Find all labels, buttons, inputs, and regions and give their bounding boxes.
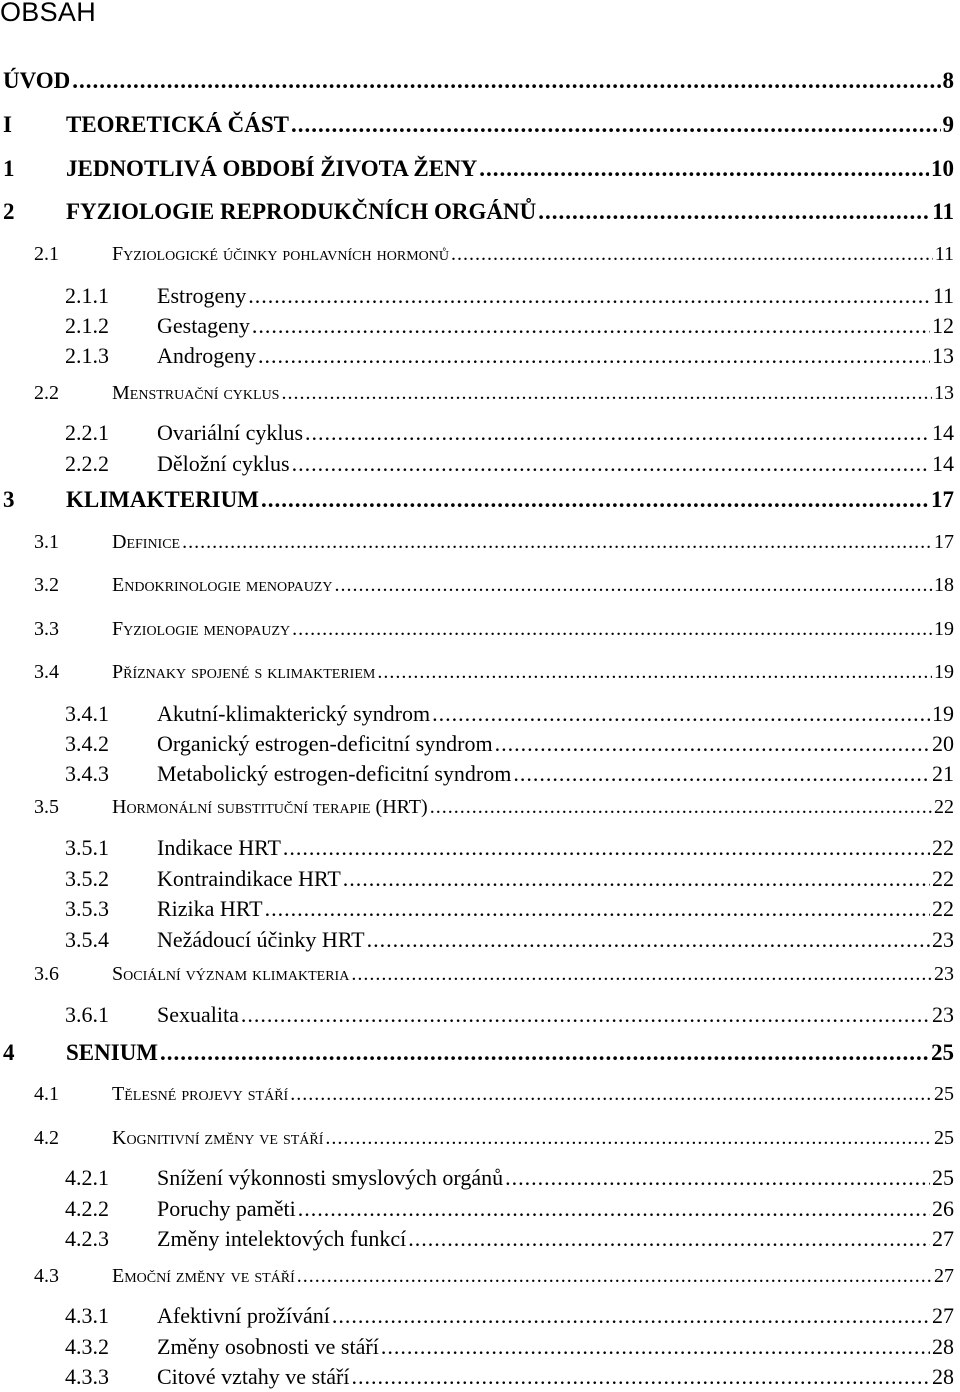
dot-leader <box>241 1002 930 1028</box>
toc-entry-page: 14 <box>932 451 954 476</box>
dot-leader <box>265 896 930 922</box>
toc-entry-page: 28 <box>932 1334 954 1359</box>
toc-entry-number: 2.1.3 <box>65 343 109 368</box>
toc-entry-title: Organický estrogen-deficitní syndrom <box>157 731 493 756</box>
toc-entry-number: 3.5.1 <box>65 835 109 860</box>
toc-entry[interactable] <box>65 896 954 924</box>
toc-entry[interactable] <box>65 1002 954 1030</box>
toc-entry-number: 4 <box>3 1040 15 1065</box>
toc-entry-title: Estrogeny <box>157 283 247 308</box>
dot-leader <box>72 68 940 94</box>
dot-leader <box>292 618 932 641</box>
dot-leader <box>252 313 930 339</box>
toc-entry[interactable] <box>65 313 954 341</box>
toc-entry-page: 17 <box>934 531 954 553</box>
toc-entry-number: 4.3.2 <box>65 1334 109 1359</box>
dot-leader <box>381 1334 930 1360</box>
toc-entry-title: Změny osobnosti ve stáří <box>157 1334 379 1359</box>
dot-leader <box>160 1040 929 1066</box>
toc-entry[interactable] <box>65 1334 954 1362</box>
toc-entry-page: 11 <box>932 283 954 308</box>
toc-entry-number: 2.1.2 <box>65 313 109 338</box>
toc-entry-page: 21 <box>932 761 954 786</box>
toc-entry-number: 3.6.1 <box>65 1002 109 1027</box>
toc-entry-page: 11 <box>932 199 954 224</box>
toc-entry-number: 2 <box>3 199 15 224</box>
toc-entry-title: Změny intelektových funkcí <box>157 1226 407 1251</box>
toc-entry-page: 25 <box>934 1127 954 1149</box>
toc-entry[interactable] <box>65 1165 954 1193</box>
toc-entry-page: 23 <box>934 963 954 985</box>
toc-entry-number: 4.2.1 <box>65 1165 109 1190</box>
toc-entry[interactable] <box>3 112 954 142</box>
dot-leader <box>479 156 929 182</box>
toc-entry-number: 3 <box>3 487 15 512</box>
toc-entry-title: Kognitivní změny ve stáří <box>112 1127 324 1149</box>
toc-entry-page: 27 <box>934 1265 954 1287</box>
toc-entry-page: 22 <box>932 896 954 921</box>
dot-leader <box>248 283 931 309</box>
toc-entry-page: 26 <box>932 1196 954 1221</box>
toc-entry-title: Afektivní prožívání <box>157 1303 330 1328</box>
toc-entry-page: 8 <box>942 68 954 93</box>
toc-entry-title: Poruchy paměti <box>157 1196 296 1221</box>
toc-entry[interactable] <box>34 661 954 689</box>
toc-entry[interactable] <box>34 382 954 410</box>
toc-entry-number: 3.5.4 <box>65 927 109 952</box>
toc-entry-page: 23 <box>932 1002 954 1027</box>
dot-leader <box>261 487 929 513</box>
dot-leader <box>291 112 940 138</box>
toc-entry-title: Indikace HRT <box>157 835 281 860</box>
dot-leader <box>351 1364 930 1390</box>
toc-entry[interactable] <box>34 531 954 559</box>
toc-entry-number: ÚVOD <box>3 68 71 93</box>
toc-entry[interactable] <box>3 487 954 517</box>
toc-entry-title: Metabolický estrogen-deficitní syndrom <box>157 761 512 786</box>
toc-entry-number: 3.4.1 <box>65 701 109 726</box>
toc-entry-page: 19 <box>934 661 954 683</box>
toc-entry[interactable] <box>65 731 954 759</box>
toc-entry-number: I <box>3 112 12 137</box>
toc-entry[interactable] <box>65 866 954 894</box>
toc-entry[interactable] <box>3 68 954 98</box>
toc-entry-page: 22 <box>934 796 954 818</box>
toc-entry[interactable] <box>65 761 954 789</box>
dot-leader <box>343 866 930 892</box>
dot-leader <box>305 420 930 446</box>
toc-entry-number: 3.1 <box>34 531 59 553</box>
toc-entry-number: 3.3 <box>34 618 59 640</box>
toc-entry[interactable] <box>34 1265 954 1293</box>
dot-leader <box>325 1127 932 1150</box>
dot-leader <box>377 661 932 684</box>
toc-entry-page: 19 <box>932 701 954 726</box>
toc-entry[interactable] <box>3 1040 954 1070</box>
toc-entry-page: 28 <box>932 1364 954 1389</box>
toc-entry-page: 25 <box>931 1040 954 1065</box>
toc-entry[interactable] <box>65 701 954 729</box>
toc-entry-title: Emoční změny ve stáří <box>112 1265 295 1287</box>
toc-entry-title: FYZIOLOGIE REPRODUKČNÍCH ORGÁNŮ <box>66 199 537 224</box>
toc-entry-number: 4.2.3 <box>65 1226 109 1251</box>
dot-leader <box>182 531 932 554</box>
dot-leader <box>408 1226 930 1252</box>
toc-entry-number: 4.3.3 <box>65 1364 109 1389</box>
toc-entry-title: SENIUM <box>66 1040 159 1065</box>
toc-entry-page: 20 <box>932 731 954 756</box>
dot-leader <box>297 1265 932 1288</box>
toc-entry-title: Hormonální substituční terapie (HRT) <box>112 796 428 818</box>
toc-entry-page: 19 <box>934 618 954 640</box>
toc-entry-title: Nežádoucí účinky HRT <box>157 927 365 952</box>
toc-entry-title: Rizika HRT <box>157 896 263 921</box>
dot-leader <box>298 1196 930 1222</box>
toc-entry-title: Fyziologie menopauzy <box>112 618 291 640</box>
dot-leader <box>513 761 930 787</box>
toc-entry-title: Děložní cyklus <box>157 451 290 476</box>
toc-entry[interactable] <box>65 1196 954 1224</box>
toc-entry[interactable] <box>34 963 954 991</box>
toc-entry-page: 23 <box>932 927 954 952</box>
toc-entry-page: 27 <box>932 1303 954 1328</box>
toc-entry-title: TEORETICKÁ ČÁST <box>66 112 290 137</box>
dot-leader <box>538 199 930 225</box>
toc-entry[interactable] <box>34 618 954 646</box>
toc-entry-title: Sociální význam klimakteria <box>112 963 350 985</box>
toc-entry[interactable] <box>3 199 954 229</box>
toc-entry-number: 2.2 <box>34 382 59 404</box>
toc-entry-title: KLIMAKTERIUM <box>66 487 259 512</box>
toc-entry-title: Příznaky spojené s klimakteriem <box>112 661 376 683</box>
toc-entry-page: 18 <box>934 574 954 596</box>
toc-entry-number: 1 <box>3 156 15 181</box>
dot-leader <box>432 701 930 727</box>
toc-entry-number: 3.5 <box>34 796 59 818</box>
page-title: OBSAH <box>0 0 97 27</box>
dot-leader <box>451 243 933 266</box>
toc-entry-number: 3.5.3 <box>65 896 109 921</box>
toc-entry-page: 22 <box>932 835 954 860</box>
toc-entry-title: Ovariální cyklus <box>157 420 304 445</box>
toc-entry-title: Tělesné projevy stáří <box>112 1083 289 1105</box>
dot-leader <box>505 1165 930 1191</box>
toc-entry-title: Menstruační cyklus <box>112 382 280 404</box>
toc-entry-title: JEDNOTLIVÁ OBDOBÍ ŽIVOTA ŽENY <box>66 156 478 181</box>
toc-entry-number: 3.6 <box>34 963 59 985</box>
toc-entry[interactable] <box>65 835 954 863</box>
toc-entry-number: 3.4.3 <box>65 761 109 786</box>
toc-entry-number: 4.3.1 <box>65 1303 109 1328</box>
toc-entry-title: Fyziologické účinky pohlavních hormonů <box>112 243 449 265</box>
toc-entry-number: 3.4.2 <box>65 731 109 756</box>
toc-entry-number: 2.1.1 <box>65 283 109 308</box>
dot-leader <box>334 574 932 597</box>
toc-entry[interactable] <box>3 156 954 186</box>
toc-entry[interactable] <box>34 1083 954 1111</box>
toc-entry-page: 27 <box>932 1226 954 1251</box>
toc-entry[interactable] <box>34 1127 954 1155</box>
dot-leader <box>351 963 932 986</box>
toc-entry[interactable] <box>65 283 954 311</box>
toc-entry[interactable] <box>34 574 954 602</box>
toc-entry-number: 2.2.1 <box>65 420 109 445</box>
toc-entry-page: 12 <box>932 313 954 338</box>
toc-entry-number: 4.2 <box>34 1127 59 1149</box>
toc-entry-title: Kontraindikace HRT <box>157 866 341 891</box>
dot-leader <box>292 451 930 477</box>
toc-entry-title: Gestageny <box>157 313 250 338</box>
toc-entry-number: 2.1 <box>34 243 59 265</box>
toc-entry-page: 11 <box>934 243 954 265</box>
toc-entry[interactable] <box>65 1226 954 1254</box>
toc-entry-number: 3.2 <box>34 574 59 596</box>
toc-entry[interactable] <box>65 927 954 955</box>
toc-entry-page: 25 <box>934 1083 954 1105</box>
toc-entry-number: 4.3 <box>34 1265 59 1287</box>
toc-entry[interactable] <box>65 343 954 371</box>
dot-leader <box>290 1083 932 1106</box>
toc-entry-page: 14 <box>932 420 954 445</box>
toc-entry-title: Definice <box>112 531 181 553</box>
toc-entry-title: Endokrinologie menopauzy <box>112 574 333 596</box>
toc-entry[interactable] <box>65 1364 954 1392</box>
toc-entry-number: 4.2.2 <box>65 1196 109 1221</box>
toc-entry-page: 13 <box>934 382 954 404</box>
dot-leader <box>495 731 930 757</box>
dot-leader <box>332 1303 930 1329</box>
toc-entry-number: 2.2.2 <box>65 451 109 476</box>
toc-entry-page: 9 <box>942 112 954 137</box>
toc-entry[interactable] <box>34 243 954 271</box>
dot-leader <box>367 927 930 953</box>
toc-entry-title: Citové vztahy ve stáří <box>157 1364 350 1389</box>
toc-entry-page: 25 <box>932 1165 954 1190</box>
toc-entry-title: Akutní-klimakterický syndrom <box>157 701 431 726</box>
toc-entry[interactable] <box>34 796 954 824</box>
toc-entry-page: 17 <box>931 487 954 512</box>
dot-leader <box>283 835 930 861</box>
toc-entry-page: 10 <box>931 156 954 181</box>
dot-leader <box>258 343 930 369</box>
toc-entry[interactable] <box>65 420 954 448</box>
toc-entry-title: Snížení výkonnosti smyslových orgánů <box>157 1165 504 1190</box>
toc-entry-title: Sexualita <box>157 1002 239 1027</box>
dot-leader <box>281 382 932 405</box>
toc-entry-page: 13 <box>932 343 954 368</box>
toc-entry[interactable] <box>65 451 954 479</box>
dot-leader <box>430 796 932 819</box>
toc-entry-number: 3.5.2 <box>65 866 109 891</box>
toc-entry-number: 3.4 <box>34 661 59 683</box>
toc-entry-number: 4.1 <box>34 1083 59 1105</box>
toc-entry[interactable] <box>65 1303 954 1331</box>
toc-entry-page: 22 <box>932 866 954 891</box>
toc-entry-title: Androgeny <box>157 343 256 368</box>
